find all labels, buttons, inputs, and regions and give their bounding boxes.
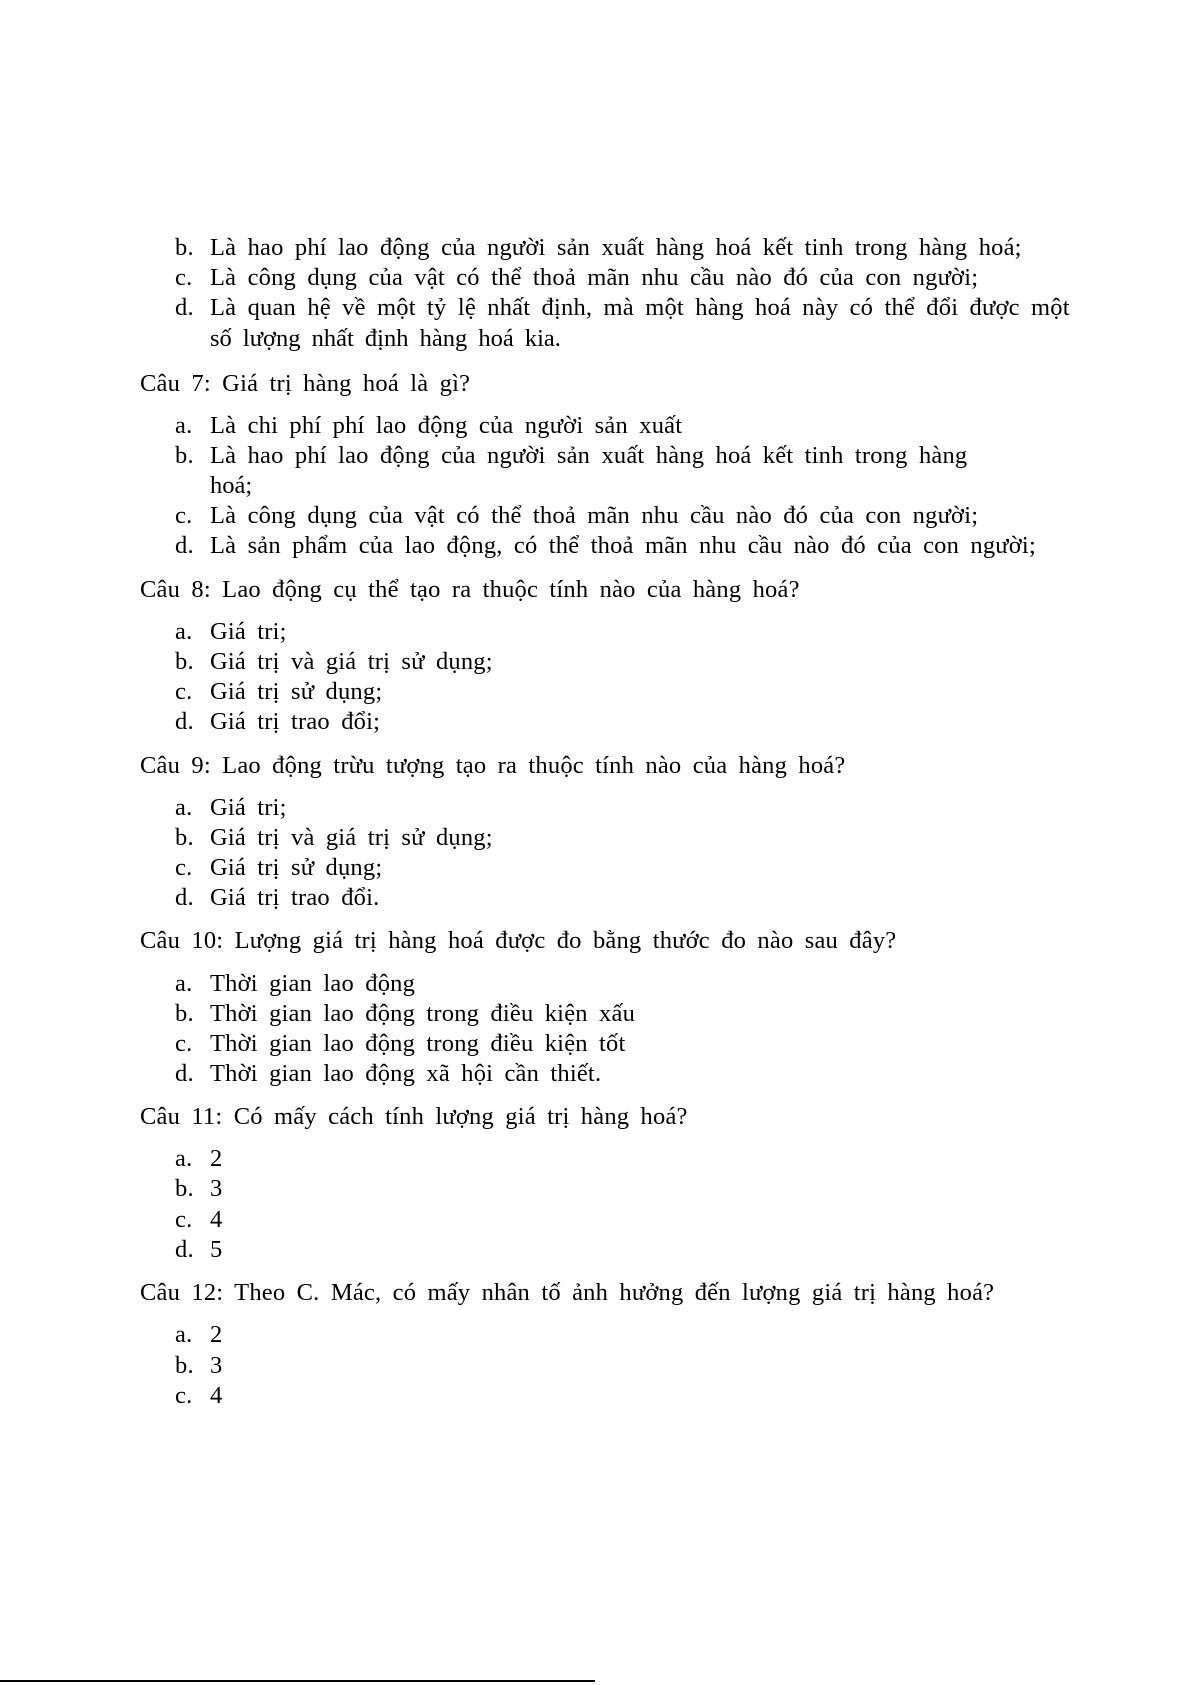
option-label: a. bbox=[175, 1145, 193, 1172]
question-7-option-a bbox=[175, 410, 682, 441]
option-text: Là quan hệ về một tỷ lệ nhất định, mà một hàng hoá này có thể đổi được một bbox=[210, 294, 1070, 321]
option-label: b. bbox=[175, 442, 194, 469]
option-text: Giá tri; bbox=[210, 618, 287, 645]
option-label: b. bbox=[175, 234, 194, 261]
question-8-option-b bbox=[175, 646, 493, 677]
option-text: 2 bbox=[210, 1145, 223, 1172]
option-text: Giá trị sử dụng; bbox=[210, 854, 383, 881]
option-c bbox=[175, 262, 978, 293]
option-label: b. bbox=[175, 1175, 194, 1202]
option-text: Giá trị và giá trị sử dụng; bbox=[210, 824, 493, 851]
option-label: c. bbox=[175, 1030, 193, 1057]
option-text: Thời gian lao động bbox=[210, 970, 416, 997]
question-11-option-c bbox=[175, 1204, 222, 1235]
question-12-option-b bbox=[175, 1350, 222, 1381]
question-8-title: Câu 8: Lao động cụ thể tạo ra thuộc tính nào của hàng hoá? bbox=[140, 576, 800, 603]
question-12-option-c bbox=[175, 1380, 222, 1411]
question-9-option-b bbox=[175, 822, 493, 853]
option-text: Là hao phí lao động của người sản xuất hàng hoá kết tinh trong hàng bbox=[210, 442, 968, 469]
option-text: Là công dụng của vật có thể thoả mãn nhu cầu nào đó của con người; bbox=[210, 264, 979, 291]
option-text: Là hao phí lao động của người sản xuất hàng hoá kết tinh trong hàng hoá; bbox=[210, 234, 1022, 261]
option-label: c. bbox=[175, 502, 193, 529]
question-10-option-d bbox=[175, 1058, 601, 1089]
option-text: Thời gian lao động trong điều kiện tốt bbox=[210, 1030, 626, 1057]
question-11-option-b bbox=[175, 1173, 222, 1204]
question-10-option-b bbox=[175, 998, 635, 1029]
option-text: 4 bbox=[210, 1382, 223, 1409]
option-label: b. bbox=[175, 1000, 194, 1027]
option-text: Thời gian lao động trong điều kiện xấu bbox=[210, 1000, 636, 1027]
question-8-option-a bbox=[175, 616, 287, 647]
option-label: b. bbox=[175, 648, 194, 675]
question-7-option-b bbox=[175, 440, 967, 471]
option-label: d. bbox=[175, 708, 194, 735]
question-11-option-a bbox=[175, 1143, 222, 1174]
question-7-title: Câu 7: Giá trị hàng hoá là gì? bbox=[140, 370, 471, 397]
option-label: c. bbox=[175, 854, 193, 881]
option-label: c. bbox=[175, 264, 193, 291]
question-9-option-c bbox=[175, 852, 382, 883]
option-text: Giá trị và giá trị sử dụng; bbox=[210, 648, 493, 675]
option-label: d. bbox=[175, 884, 194, 911]
option-text: Giá trị trao đổi; bbox=[210, 708, 381, 735]
question-8-option-d bbox=[175, 706, 380, 737]
option-label: b. bbox=[175, 824, 194, 851]
question-11-title: Câu 11: Có mấy cách tính lượng giá trị hàng hoá? bbox=[140, 1103, 688, 1130]
question-8-option-c bbox=[175, 676, 382, 707]
option-text: 3 bbox=[210, 1175, 223, 1202]
option-label: a. bbox=[175, 1321, 193, 1348]
question-9-title: Câu 9: Lao động trừu tượng tạo ra thuộc tính nào của hàng hoá? bbox=[140, 752, 846, 779]
option-label: a. bbox=[175, 970, 193, 997]
option-text: 3 bbox=[210, 1352, 223, 1379]
option-label: c. bbox=[175, 678, 193, 705]
question-10-title: Câu 10: Lượng giá trị hàng hoá được đo bằng thước đo nào sau đây? bbox=[140, 927, 897, 954]
option-label: a. bbox=[175, 412, 193, 439]
option-text: Thời gian lao động xã hội cần thiết. bbox=[210, 1060, 602, 1087]
option-d-continuation: số lượng nhất định hàng hoá kia. bbox=[210, 325, 561, 352]
footnote-separator bbox=[0, 1680, 595, 1682]
question-7-option-c bbox=[175, 500, 978, 531]
option-label: d. bbox=[175, 532, 194, 559]
option-label: d. bbox=[175, 1236, 194, 1263]
option-text: 5 bbox=[210, 1236, 223, 1263]
option-text: Giá trị trao đổi. bbox=[210, 884, 380, 911]
option-text: 4 bbox=[210, 1206, 223, 1233]
question-7-option-d bbox=[175, 530, 1036, 561]
option-label: c. bbox=[175, 1206, 193, 1233]
question-12-title: Câu 12: Theo C. Mác, có mấy nhân tố ảnh hưởng đến lượng giá trị hàng hoá? bbox=[140, 1279, 995, 1306]
option-d bbox=[175, 292, 1070, 323]
question-12-option-a bbox=[175, 1319, 222, 1350]
question-9-option-a bbox=[175, 792, 287, 823]
option-b bbox=[175, 232, 1022, 263]
option-text: Là chi phí phí lao động của người sản xuất bbox=[210, 412, 683, 439]
option-label: d. bbox=[175, 1060, 194, 1087]
option-label: b. bbox=[175, 1352, 194, 1379]
question-10-option-a bbox=[175, 968, 415, 999]
option-text: Là sản phẩm của lao động, có thể thoả mãn nhu cầu nào đó của con người; bbox=[210, 532, 1036, 559]
option-text: Giá tri; bbox=[210, 794, 287, 821]
option-label: c. bbox=[175, 1382, 193, 1409]
option-label: d. bbox=[175, 294, 194, 321]
option-text: 2 bbox=[210, 1321, 223, 1348]
question-10-option-c bbox=[175, 1028, 626, 1059]
option-label: a. bbox=[175, 794, 193, 821]
question-11-option-d bbox=[175, 1234, 222, 1265]
question-7-option-b-continuation: hoá; bbox=[210, 472, 253, 499]
option-label: a. bbox=[175, 618, 193, 645]
option-text: Giá trị sử dụng; bbox=[210, 678, 383, 705]
option-text: Là công dụng của vật có thể thoả mãn nhu cầu nào đó của con người; bbox=[210, 502, 979, 529]
question-9-option-d bbox=[175, 882, 379, 913]
